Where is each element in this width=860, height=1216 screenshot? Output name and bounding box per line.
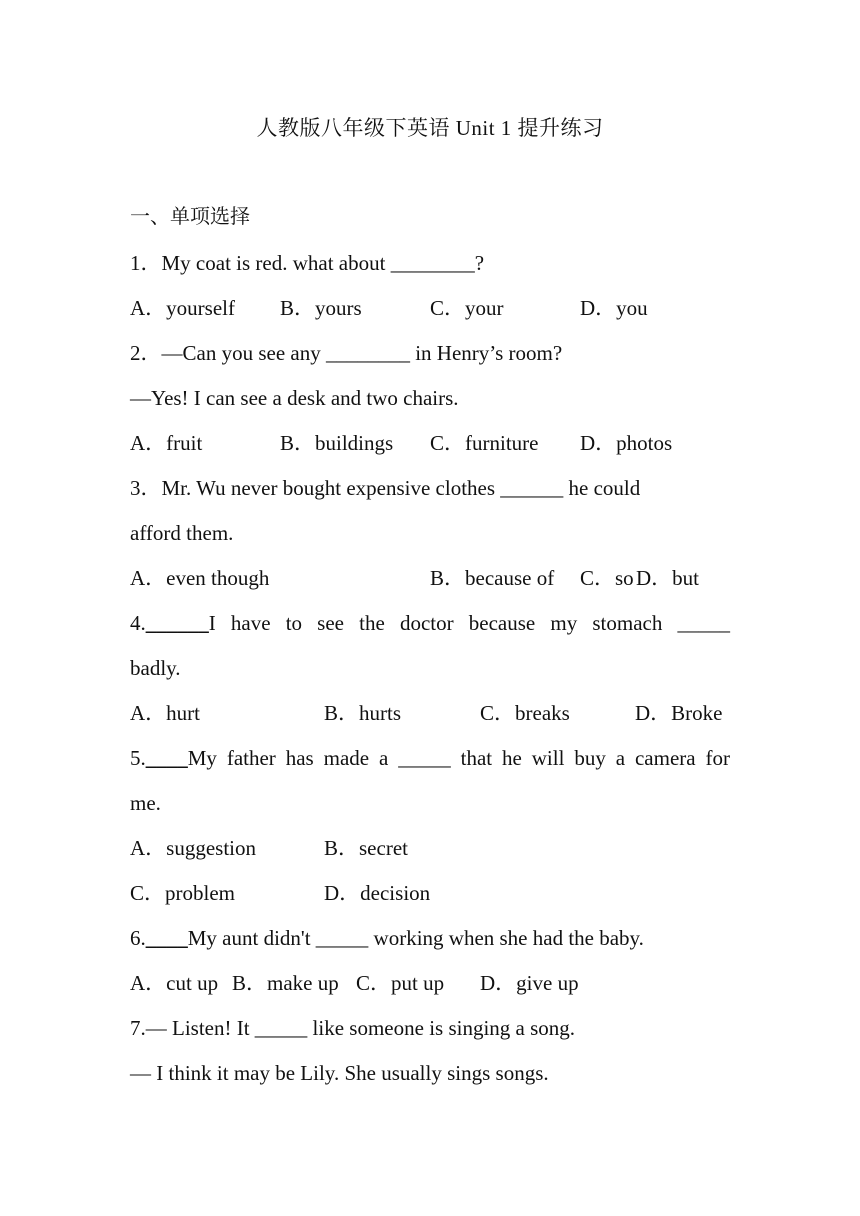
- option-d: D．photos: [580, 431, 673, 455]
- option-c: C．your: [430, 296, 504, 320]
- question-6-stem: [130, 923, 644, 953]
- question-3-stem-continued: afford them.: [130, 521, 234, 545]
- option-a: A．even though: [130, 566, 270, 590]
- option-d: D．you: [580, 296, 648, 320]
- question-7-stem: 7.— Listen! It _____ like someone is singing a song.: [130, 1016, 576, 1040]
- option-b: B．because of: [430, 566, 555, 590]
- option-c: C．problem: [130, 881, 235, 905]
- question-3-stem: 3．Mr. Wu never bought expensive clothes ______ he could: [130, 476, 641, 500]
- option-d: D．but: [636, 566, 699, 590]
- answer-blank: ____: [145, 746, 188, 770]
- section-heading: 一、单项选择: [130, 204, 250, 228]
- option-d: D．give up: [480, 971, 579, 995]
- question-text: My father has made a _____ that he will buy a camera for: [187, 746, 730, 770]
- option-c: C．put up: [356, 971, 445, 995]
- option-b: B．buildings: [280, 431, 394, 455]
- question-text: I have to see the doctor because my stomach _____: [208, 611, 730, 635]
- question-number: 4.: [130, 611, 146, 635]
- option-c: C．breaks: [480, 701, 570, 725]
- question-2-response: —Yes! I can see a desk and two chairs.: [130, 386, 459, 410]
- question-1-stem: 1．My coat is red. what about ________?: [130, 251, 485, 275]
- question-number: 5.: [130, 746, 146, 770]
- answer-blank: ____: [145, 926, 188, 950]
- option-d: D．decision: [324, 881, 431, 905]
- option-b: B．hurts: [324, 701, 402, 725]
- question-5-stem-continued: me.: [130, 791, 161, 815]
- option-a: A．suggestion: [130, 836, 256, 860]
- question-2-options: [130, 428, 730, 458]
- option-a: A．hurt: [130, 701, 200, 725]
- question-text: My aunt didn't _____ working when she had the baby.: [187, 926, 644, 950]
- question-5-options-row-2: [130, 878, 730, 908]
- option-b: B．yours: [280, 296, 362, 320]
- question-1-options: [130, 293, 730, 323]
- question-2-stem: 2．—Can you see any ________ in Henry’s room?: [130, 341, 563, 365]
- option-a: A．fruit: [130, 431, 203, 455]
- question-3-options: [130, 563, 730, 593]
- question-number: 6.: [130, 926, 146, 950]
- option-b: B．secret: [324, 836, 408, 860]
- question-4-stem: [130, 608, 730, 638]
- answer-blank: ______: [145, 611, 209, 635]
- option-c: C．furniture: [430, 431, 539, 455]
- option-a: A．cut up: [130, 971, 219, 995]
- option-a: A．yourself: [130, 296, 235, 320]
- question-4-options: [130, 698, 730, 728]
- option-d: D．Broke: [635, 701, 723, 725]
- question-5-stem: [130, 743, 730, 773]
- question-4-stem-continued: badly.: [130, 656, 181, 680]
- option-c: C．so: [580, 566, 634, 590]
- question-7-response: — I think it may be Lily. She usually sings songs.: [130, 1061, 549, 1085]
- question-6-options: [130, 968, 730, 998]
- option-b: B．make up: [232, 971, 339, 995]
- document-title: 人教版八年级下英语 Unit 1 提升练习: [256, 116, 604, 140]
- question-5-options-row-1: [130, 833, 730, 863]
